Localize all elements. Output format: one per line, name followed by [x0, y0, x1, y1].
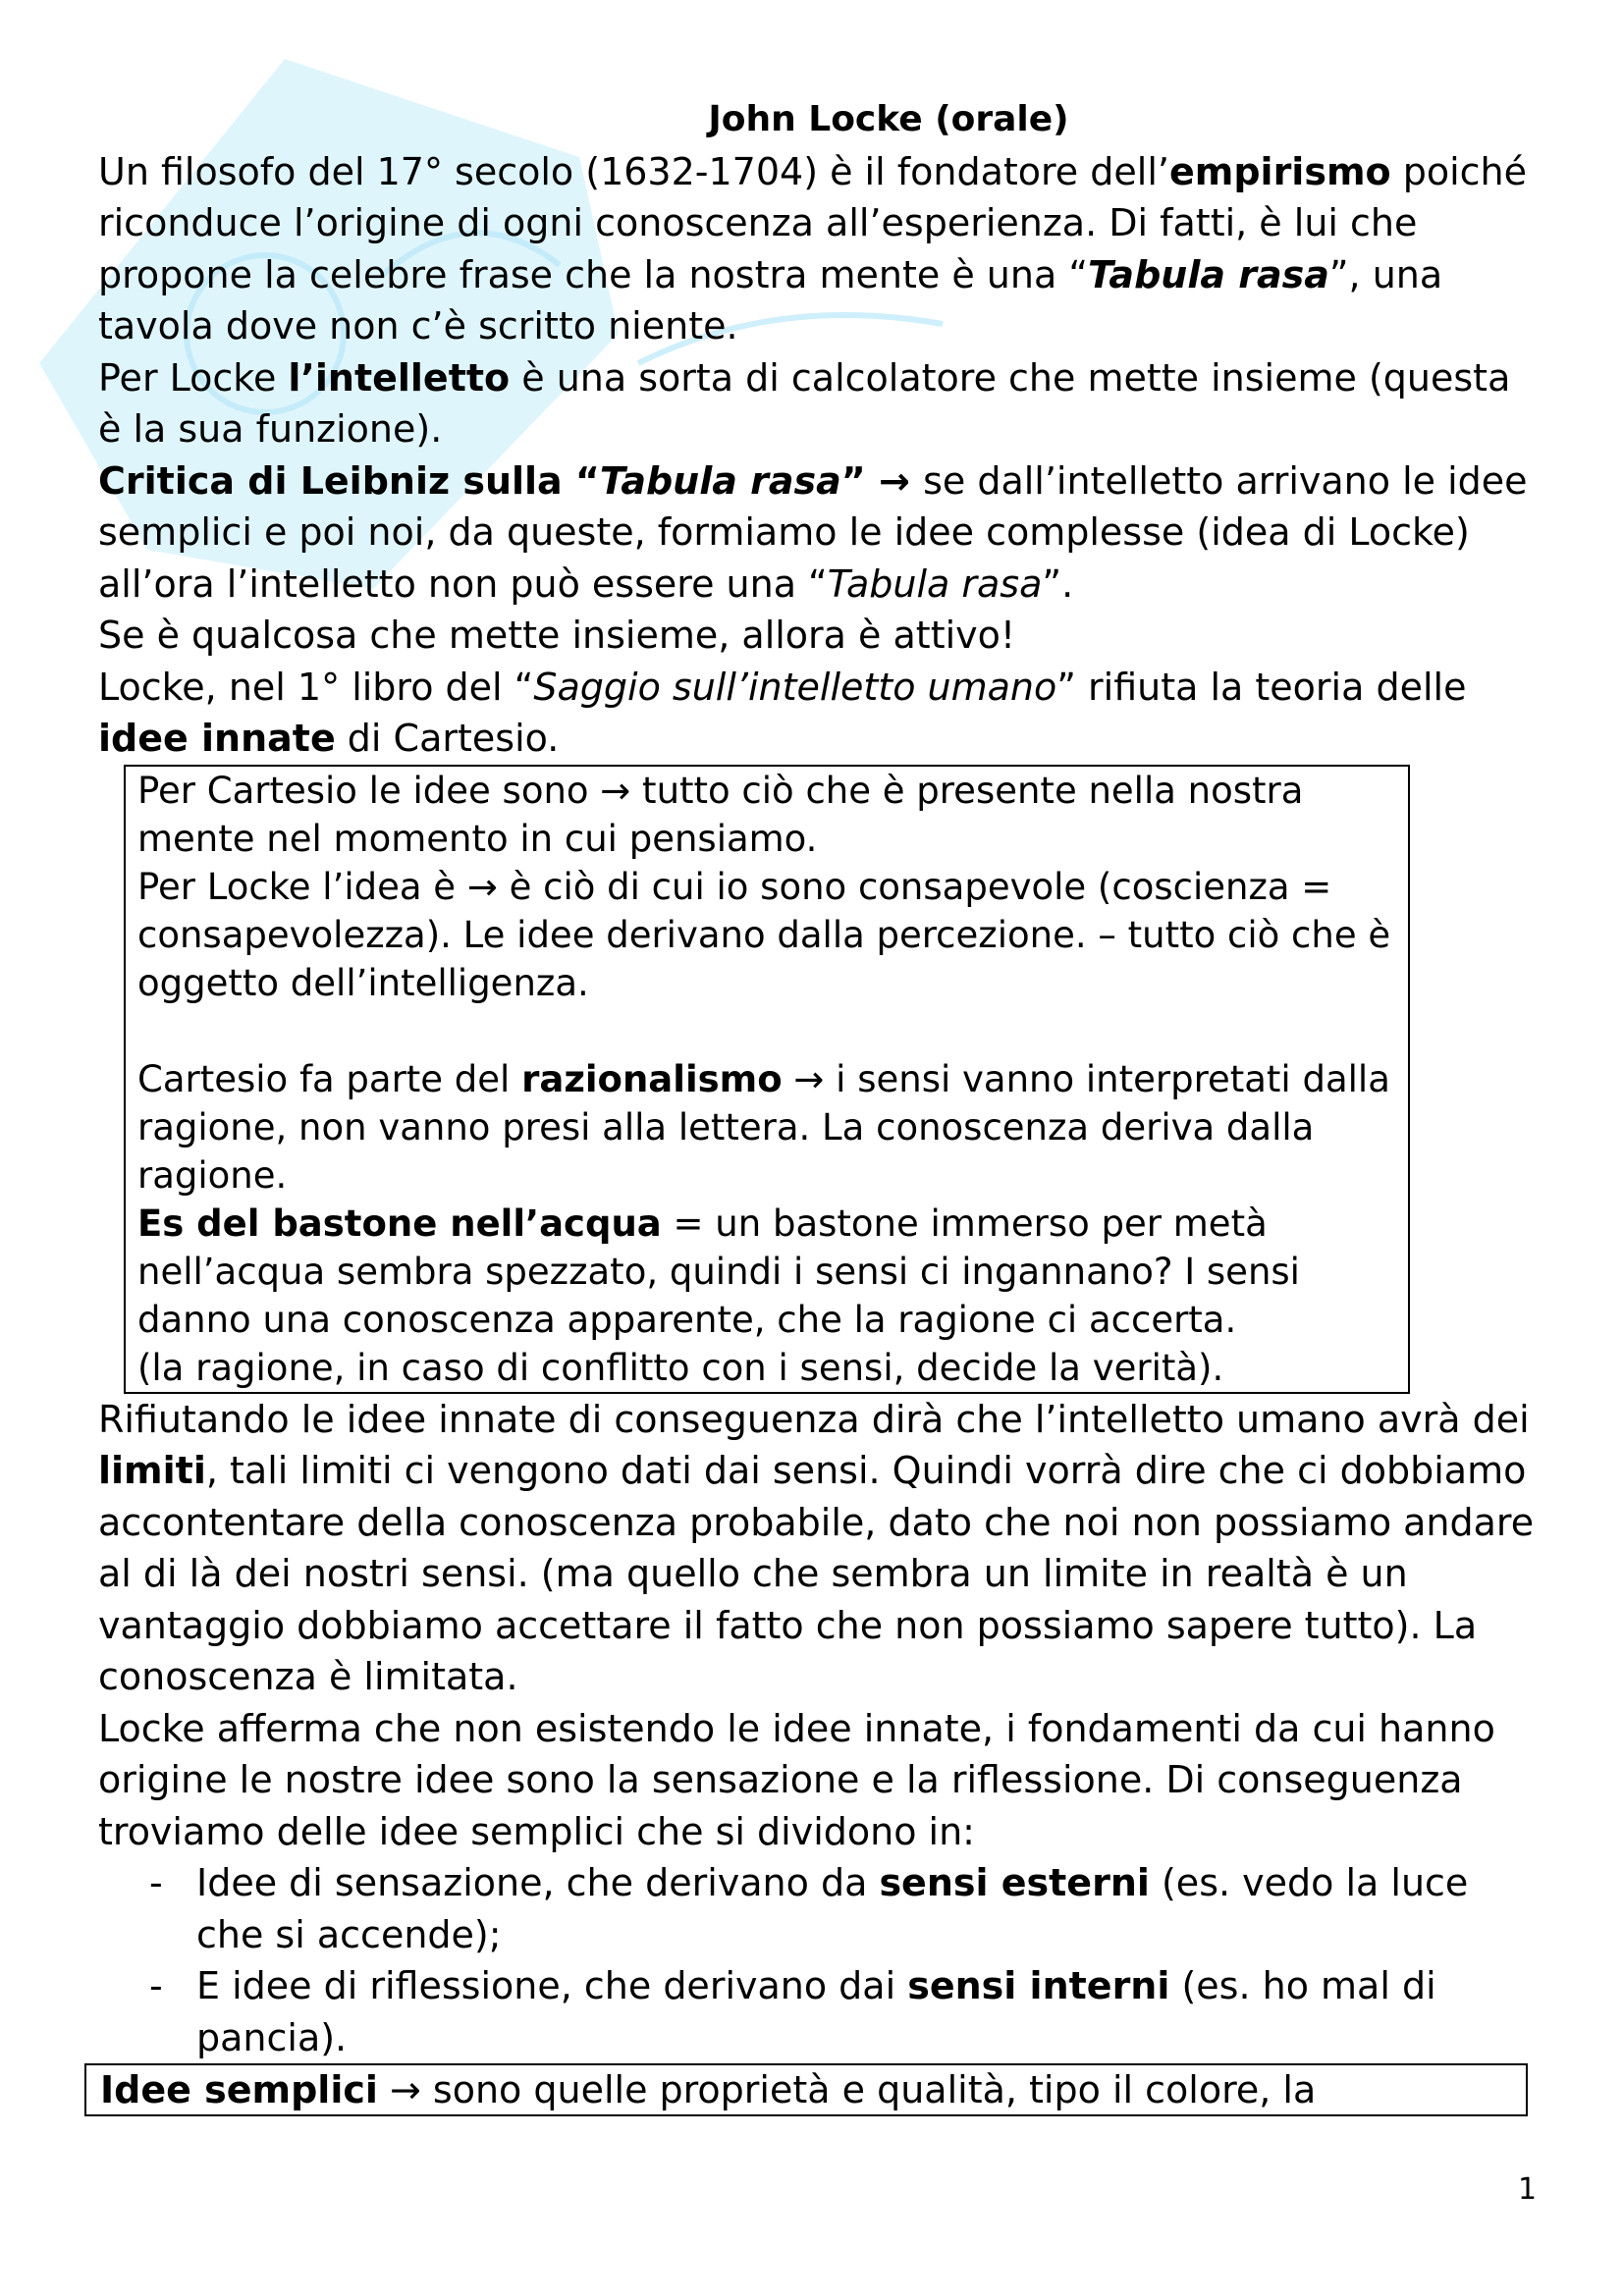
paragraph-fondamenti: Locke afferma che non esistendo le idee innate, i fondamenti da cui hanno origine le nostre idee sono la sensazione e la riflessione. Di conseguenza troviamo delle idee semplici che si dividono in: — [98, 1706, 1495, 1853]
page-number: 1 — [1518, 2172, 1538, 2207]
paragraph-intelletto: Per Locke l’intelletto è una sorta di calcolatore che mette insieme (questa è la sua funzione). — [98, 355, 1511, 451]
text-box-cartesio — [124, 765, 1410, 1394]
box-line-cartesio-idee: Per Cartesio le idee sono → tutto ciò che è presente nella nostra mente nel momento in cui pensiamo. — [137, 769, 1304, 860]
box-line-razionalismo: Cartesio fa parte del razionalismo → i sensi vanno interpretati dalla ragione, non vanno presi alla lettera. La conoscenza deriva dalla ragione. — [137, 1057, 1390, 1197]
document-body — [98, 94, 1542, 2116]
box-line-idee-semplici: Idee semplici → sono quelle proprietà e qualità, tipo il colore, la — [100, 2068, 1317, 2111]
box-line-bastone: Es del bastone nell’acqua = un bastone immerso per metà nell’acqua sembra spezzato, quindi i sensi ci ingannano? I sensi danno una conoscenza apparente, che la ragione ci accerta. — [137, 1201, 1300, 1341]
page-title: John Locke (orale) — [708, 99, 1069, 139]
box-line-locke-idea: Per Locke l’idea è → è ciò di cui io sono consapevole (coscienza = consapevolezza). Le idee derivano dalla percezione. – tutto ciò che è oggetto dell’intelligenza. — [137, 865, 1391, 1004]
list-item: - Idee di sensazione, che derivano da sensi esterni (es. vedo la luce che si accende); — [196, 1857, 1542, 1960]
box-line-verita: (la ragione, in caso di conflitto con i sensi, decide la verità). — [137, 1346, 1224, 1389]
paragraph-intro: Un filosofo del 17° secolo (1632-1704) è il fondatore dell’empirismo poiché riconduce l’origine di ogni conoscenza all’esperienza. Di fatti, è lui che propone la celebre frase che la nostra mente è una “Tabula rasa”, una tavola dove non c’è scritto niente. — [98, 149, 1528, 347]
idee-list — [98, 1857, 1542, 2063]
arrow-icon: → — [865, 458, 924, 503]
paragraph-limiti: Rifiutando le idee innate di conseguenza dirà che l’intelletto umano avrà dei limiti, tali limiti ci vengono dati dai sensi. Quindi vorrà dire che ci dobbiamo accontentare della conoscenza probabile, dato che noi non possiamo andare al di là dei nostri sensi. (ma quello che sembra un limite in realtà è un vantaggio dobbiamo accettare il fatto che non possiamo sapere tutto). La conoscenza è limitata. — [98, 1397, 1535, 1698]
box-spacer — [137, 1007, 1408, 1055]
paragraph-attivo: Se è qualcosa che mette insieme, allora è attivo! — [98, 614, 1016, 657]
paragraph-critica-leibniz: Critica di Leibniz sulla “Tabula rasa” → se dall’intelletto arrivano le idee semplici e poi noi, da queste, formiamo le idee complesse (idea di Locke) all’ora l’intelletto non può essere una “Tabula rasa”. — [98, 458, 1528, 606]
text-box-idee-semplici — [84, 2063, 1528, 2116]
paragraph-saggio: Locke, nel 1° libro del “Saggio sull’intelletto umano” rifiuta la teoria delle idee innate di Cartesio. — [98, 665, 1467, 760]
list-item: - E idee di riflessione, che derivano dai sensi interni (es. ho mal di pancia). — [196, 1960, 1542, 2063]
